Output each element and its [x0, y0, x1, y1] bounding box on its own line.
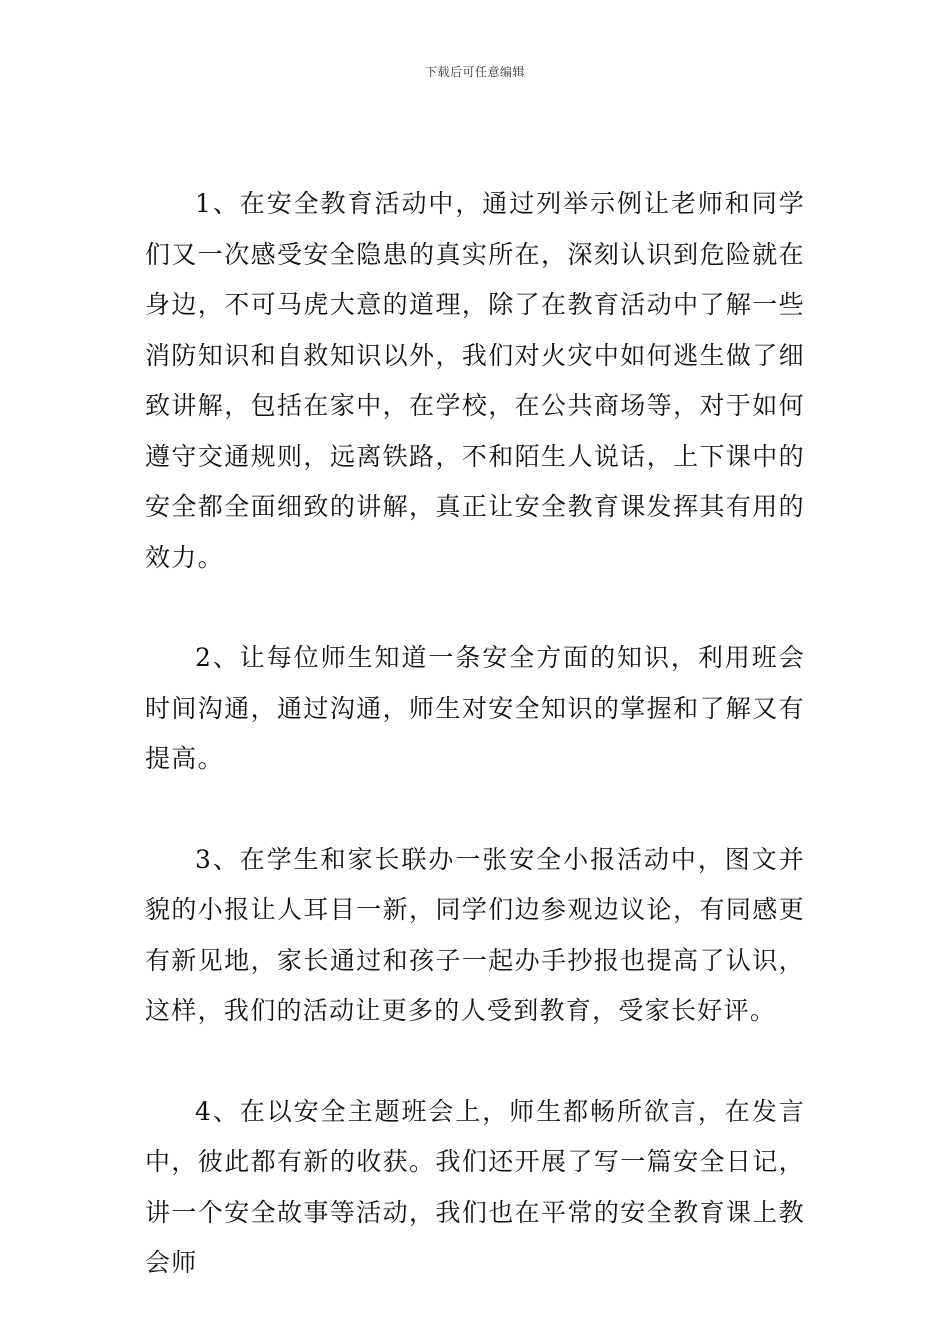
paragraph-3: 3、在学生和家长联办一张安全小报活动中，图文并貌的小报让人耳目一新，同学们边参观边议论，有同感更有新见地，家长通过和孩子一起办手抄报也提高了认识，这样，我们的活动让更多的人受到教育，受家长好评。 — [145, 844, 805, 1025]
document-body — [145, 179, 805, 1289]
paragraph-spacer — [145, 785, 805, 835]
paragraph-spacer — [145, 1037, 805, 1087]
page-header: 下载后可任意编辑 — [424, 65, 525, 79]
paragraph-2: 2、让每位师生知道一条安全方面的知识，利用班会时间沟通，通过沟通，师生对安全知识的掌握和了解又有提高。 — [145, 643, 805, 773]
paragraph-4: 4、在以安全主题班会上，师生都畅所欲言，在发言中，彼此都有新的收获。我们还开展了写一篇安全日记，讲一个安全故事等活动，我们也在平常的安全教育课上教会师 — [145, 1096, 805, 1277]
paragraph-1: 1、在安全教育活动中，通过列举示例让老师和同学们又一次感受安全隐患的真实所在，深刻认识到危险就在身边，不可马虎大意的道理，除了在教育活动中了解一些消防知识和自救知识以外，我们对火灾中如何逃生做了细致讲解，包括在家中，在学校，在公共商场等，对于如何遵守交通规则，远离铁路，不和陌生人说话，上下课中的安全都全面细致的讲解，真正让安全教育课发挥其有用的效力。 — [145, 189, 805, 572]
paragraph-spacer — [145, 583, 805, 633]
